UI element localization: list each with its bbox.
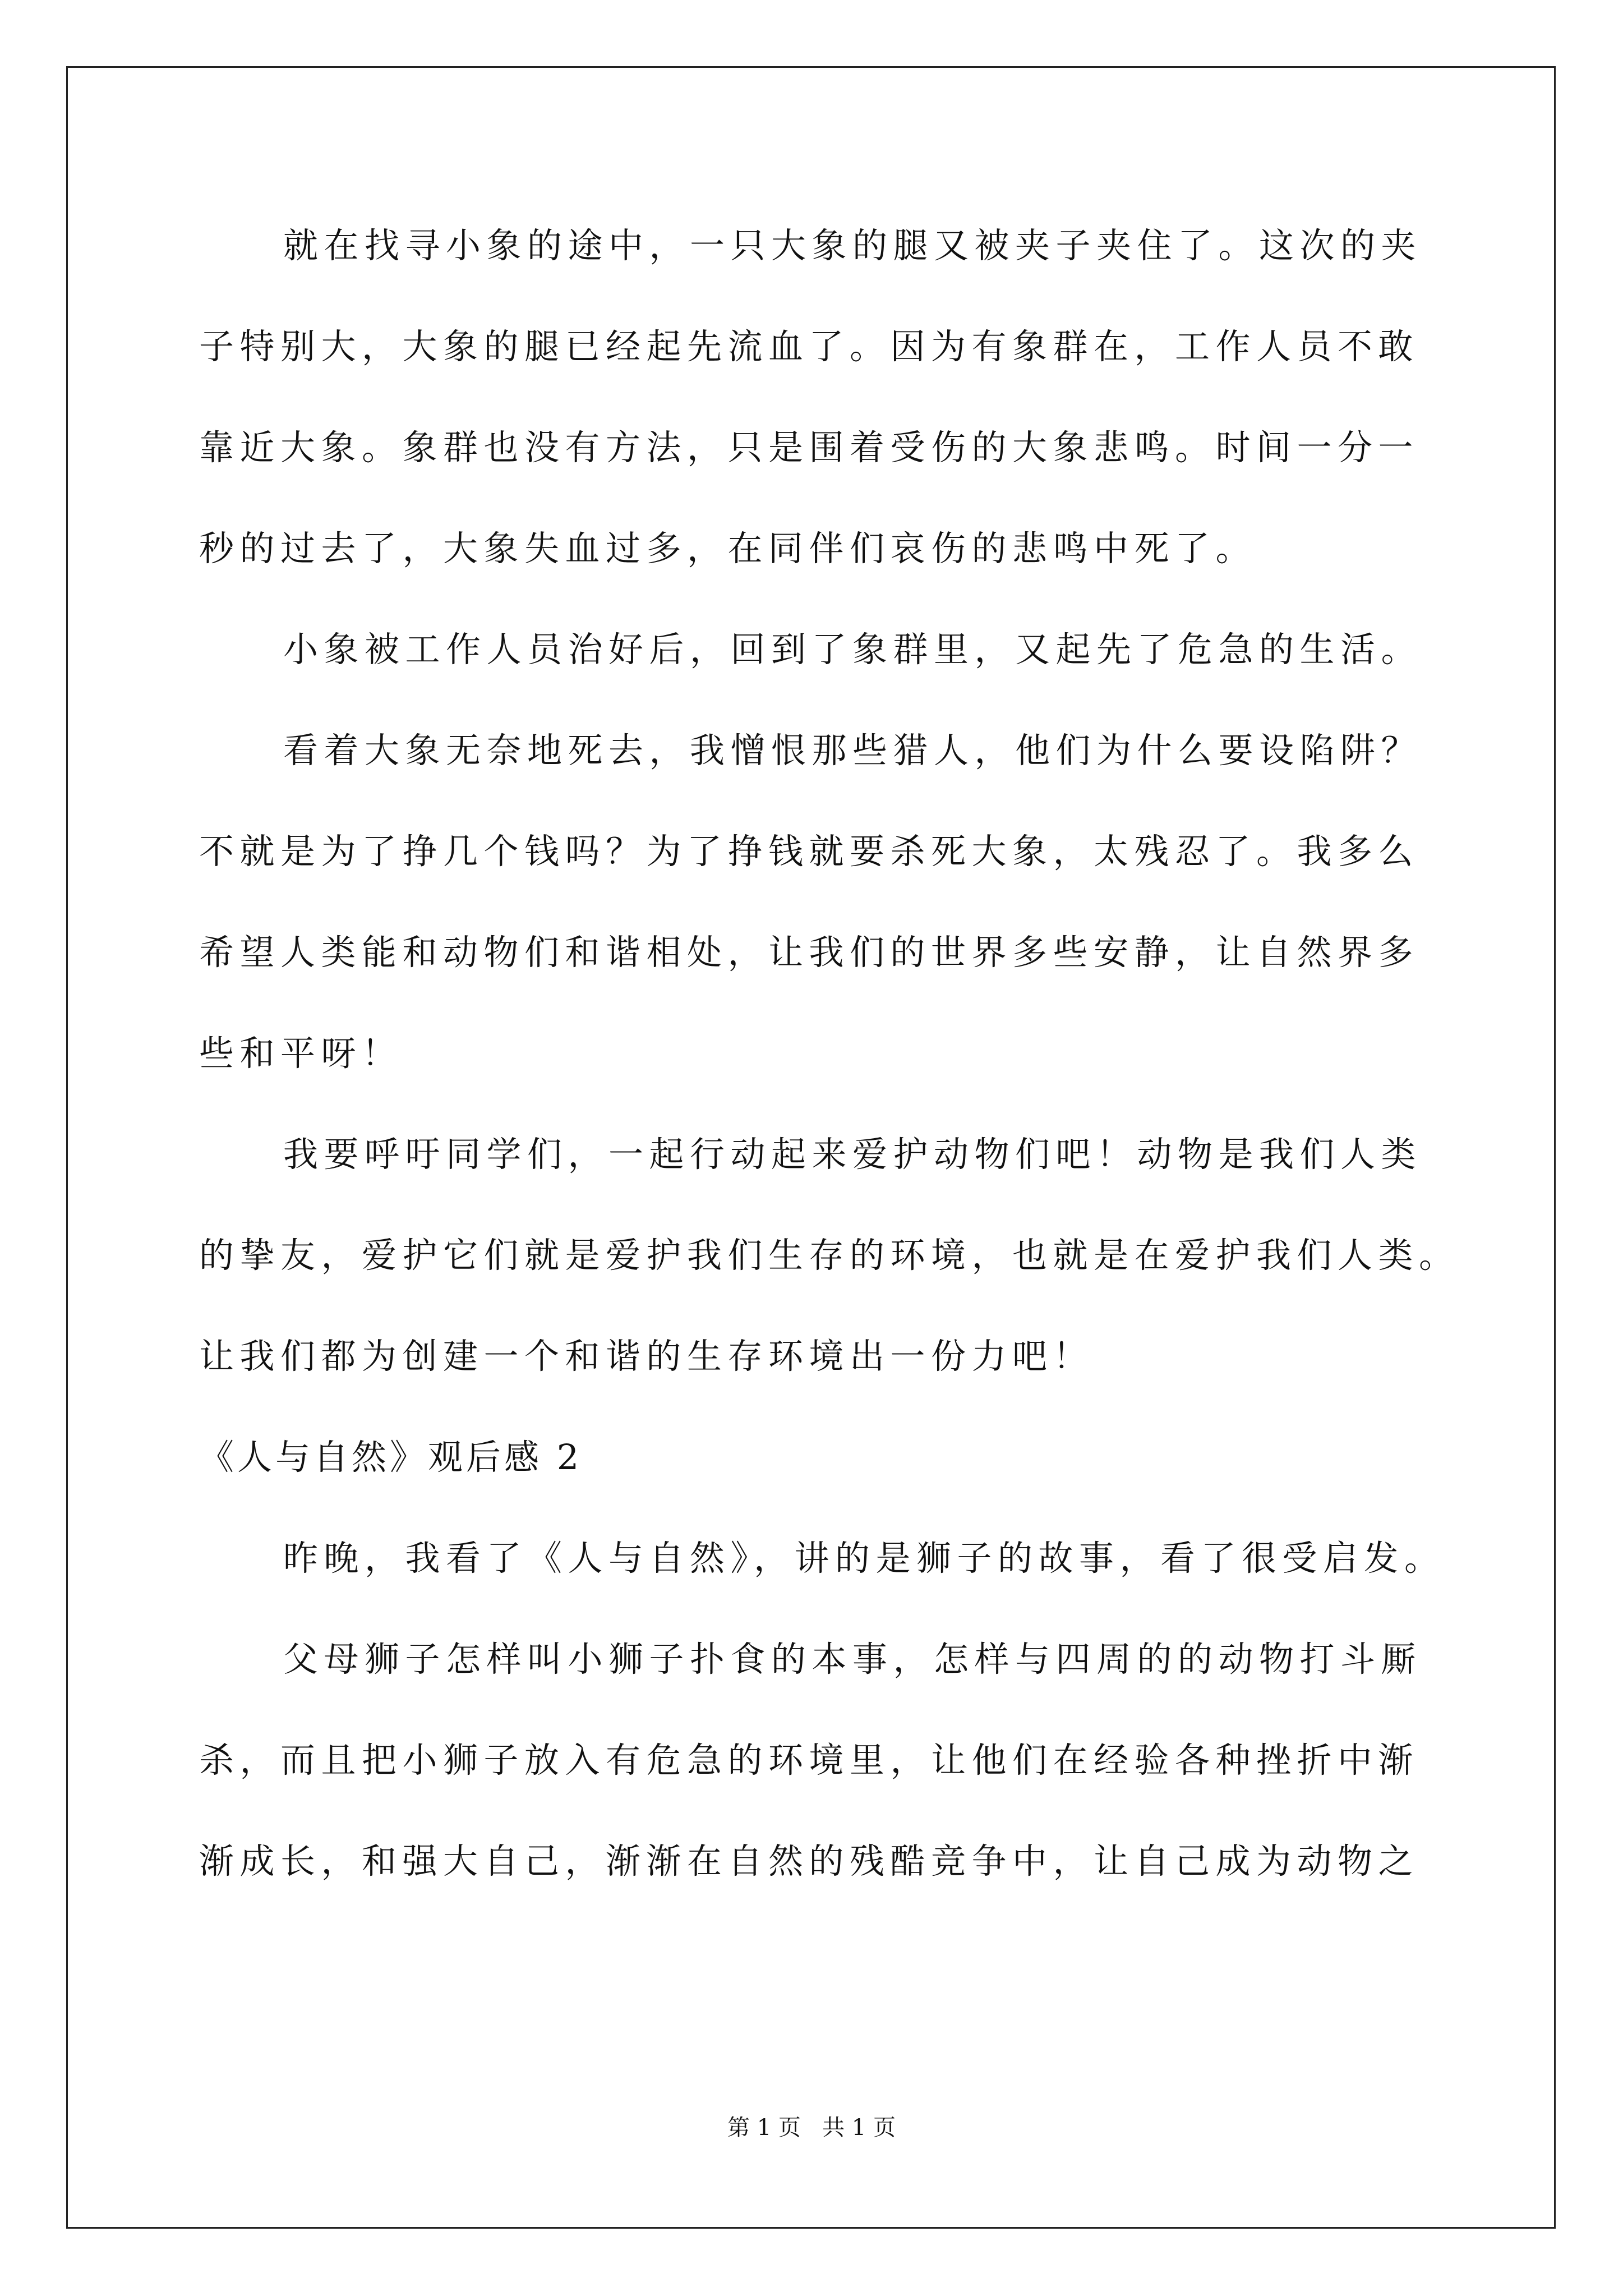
text-line-8: 希望人类能和动物们和谐相处，让我们的世界多些安静，让自然界多: [199, 932, 1419, 973]
text-line-9: 些和平呀！: [199, 1033, 403, 1074]
page-footer: 第 1 页 共 1 页: [727, 2115, 896, 2141]
text-line-5: 小象被工作人员治好后，回到了象群里，又起先了危急的生活。: [283, 629, 1422, 670]
text-line-15: 父母狮子怎样叫小狮子扑食的本事，怎样与四周的的动物打斗厮: [283, 1639, 1422, 1680]
text-line-7: 不就是为了挣几个钱吗？为了挣钱就要杀死大象，太残忍了。我多么: [199, 831, 1419, 872]
text-line-4: 秒的过去了，大象失血过多，在同伴们哀伤的悲鸣中死了。: [199, 528, 1257, 569]
section-heading: 《人与自然》观后感 2: [199, 1437, 583, 1478]
text-line-10: 我要呼吁同学们，一起行动起来爱护动物们吧！动物是我们人类: [283, 1134, 1422, 1175]
text-line-2: 子特别大，大象的腿已经起先流血了。因为有象群在，工作人员不敢: [199, 326, 1419, 367]
text-line-16: 杀，而且把小狮子放入有危急的环境里，让他们在经验各种挫折中渐: [199, 1740, 1419, 1780]
text-line-1: 就在找寻小象的途中，一只大象的腿又被夹子夹住了。这次的夹: [283, 225, 1422, 266]
text-line-3: 靠近大象。象群也没有方法，只是围着受伤的大象悲鸣。时间一分一: [199, 427, 1419, 468]
text-line-12: 让我们都为创建一个和谐的生存环境出一份力吧！: [199, 1336, 1094, 1377]
text-line-11: 的挚友，爱护它们就是爱护我们生存的环境，也就是在爱护我们人类。: [199, 1235, 1460, 1276]
text-line-14: 昨晚，我看了《人与自然》，讲的是狮子的故事，看了很受启发。: [283, 1538, 1445, 1579]
text-line-6: 看着大象无奈地死去，我憎恨那些猎人，他们为什么要设陷阱？: [283, 730, 1422, 771]
text-line-17: 渐成长，和强大自己，渐渐在自然的残酷竞争中，让自己成为动物之: [199, 1841, 1419, 1881]
